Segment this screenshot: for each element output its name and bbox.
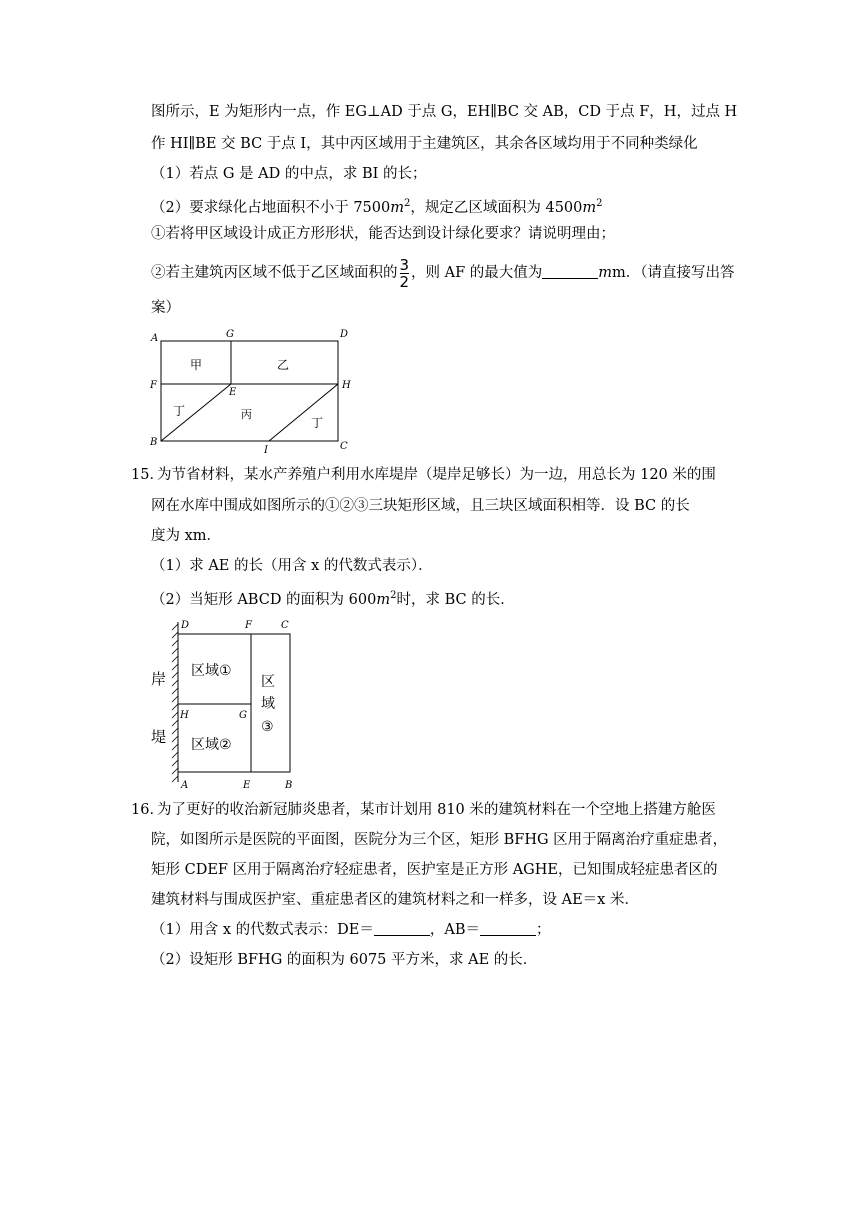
label-D: D xyxy=(340,329,349,340)
p15-text-line-1: 为节省材料，某水产养殖户利用水库堤岸（堤岸足够长）为一边，用总长为 120 米的围 xyxy=(157,467,716,483)
label-B: B xyxy=(150,437,158,448)
p16-text-line-3: 矩形 CDEF 区用于隔离治疗轻症患者，医护室是正方形 AGHE，已知围成轻症患者区的 xyxy=(151,862,718,878)
p15-text-line-3: 度为 xm． xyxy=(151,528,222,544)
p14-figure xyxy=(145,325,360,455)
region-bing: 丙 xyxy=(241,408,252,421)
label-G: G xyxy=(239,710,247,721)
p16-text-line-2: 院，如图所示是医院的平面图，医院分为三个区，矩形 BFHG 区用于隔离治疗重症患者， xyxy=(151,832,728,848)
p15-figure xyxy=(145,612,305,792)
p16-question-1: （1）用含 x 的代数式表示：DE＝ ，AB＝ ； xyxy=(151,922,551,938)
label-C: C xyxy=(340,441,348,452)
p14-question-2: （2）要求绿化占地面积不小于 $7500m^2$，规定乙区域面积为 $4500m^2$ xyxy=(151,198,603,216)
answer-blank xyxy=(542,264,598,279)
label-E: E xyxy=(243,780,251,791)
embankment-label-di: 堤 xyxy=(151,728,167,746)
p14-question-1: （1）若点 G 是 AD 的中点，求 BI 的长； xyxy=(151,166,427,182)
region-yi: 乙 xyxy=(277,358,290,372)
region-ding-left: 丁 xyxy=(173,404,186,418)
label-A: A xyxy=(151,333,159,344)
answer-blank-ab xyxy=(480,921,536,936)
p16-text-line-1: 为了更好的收治新冠肺炎患者，某市计划用 810 米的建筑材料在一个空地上搭建方舱医 xyxy=(157,802,716,818)
label-C: C xyxy=(281,620,289,631)
label-G: G xyxy=(226,329,234,340)
label-A: A xyxy=(181,780,189,791)
fraction-3-2: $\frac{3}{2}$ xyxy=(399,255,410,291)
region-jia: 甲 xyxy=(190,358,203,372)
p14-text-line-2: 作 HI∥BE 交 BC 于点 I，其中丙区域用于主建筑区，其余各区域均用于不同种类绿化 xyxy=(151,136,698,152)
embankment-label-an: 岸 xyxy=(151,670,167,688)
p14-question-2b: ②若主建筑丙区域不低于乙区域面积的 $\frac{3}{2}$ ，则 AF 的最大值为 mm．（请直接写出答 xyxy=(151,255,735,291)
label-B: B xyxy=(285,780,293,791)
region-1-label: 区域① xyxy=(191,663,232,679)
p15-number: 15． xyxy=(131,467,164,483)
label-D: D xyxy=(181,620,190,631)
label-H: H xyxy=(342,380,351,391)
p14-question-2b-cont: 案） xyxy=(151,300,180,316)
p15-text-line-2: 网在水库中围成如图所示的①②③三块矩形区域，且三块区域面积相等．设 BC 的长 xyxy=(151,498,690,514)
region-3-label-b: 域 xyxy=(261,696,275,712)
p16-text-line-4: 建筑材料与围成医护室、重症患者区的建筑材料之和一样多，设 AE＝x 米． xyxy=(151,892,639,908)
label-I: I xyxy=(264,445,268,455)
label-H: H xyxy=(180,710,189,721)
label-F: F xyxy=(150,380,157,391)
label-E: E xyxy=(229,387,237,398)
p15-question-2: （2）当矩形 ABCD 的面积为 $600m^2$时，求 BC 的长． xyxy=(151,590,515,608)
region-ding-right: 丁 xyxy=(311,416,324,430)
region-2-label: 区域② xyxy=(191,737,232,753)
p16-question-2: （2）设矩形 BFHG 的面积为 6075 平方米，求 AE 的长． xyxy=(151,952,538,968)
region-3-label-a: 区 xyxy=(261,674,275,690)
answer-blank-de xyxy=(374,921,430,936)
p16-number: 16． xyxy=(131,802,164,818)
p14-text-line-1: 图所示，E 为矩形内一点，作 EG⊥AD 于点 G，EH∥BC 交 AB，CD 于点 F，H，过点 H xyxy=(151,104,738,120)
p15-question-1: （1）求 AE 的长（用含 x 的代数式表示）． xyxy=(151,558,433,574)
p14-question-2a: ①若将甲区域设计成正方形形状，能否达到设计绿化要求？请说明理由； xyxy=(151,226,615,242)
label-F: F xyxy=(245,620,252,631)
region-3-label-c: ③ xyxy=(261,719,274,735)
